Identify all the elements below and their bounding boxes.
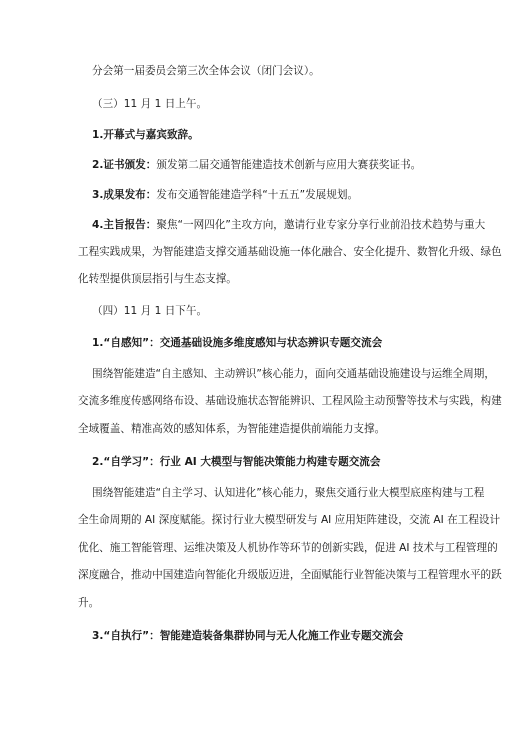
- text-line: 深度融合，推动中国建造向智能化升级版迈进，全面赋能行业智能决策与工程管理水平的跃: [78, 569, 502, 581]
- agenda-item: [92, 218, 485, 232]
- agenda-item-label: 2.证书颁发：: [92, 159, 157, 171]
- text-line: 全域覆盖、精准高效的感知体系，为智能建造提供前端能力支撑。: [78, 423, 386, 435]
- agenda-item-text: 颁发第二届交通智能建造技术创新与应用大赛获奖证书。: [156, 159, 422, 171]
- text-line: 围绕智能建造“自主感知、主动辨识”核心能力，面向交通基础设施建设与运维全周期，: [92, 368, 495, 380]
- text-line: 围绕智能建造“自主学习、认知进化”核心能力，聚焦交通行业大模型底座构建与工程: [92, 487, 485, 499]
- section-heading: （三）11 月 1 日上午。: [92, 98, 208, 110]
- agenda-item: [92, 158, 421, 172]
- section-heading: （四）11 月 1 日下午。: [92, 305, 208, 317]
- agenda-item: [92, 188, 358, 202]
- text-line: 分会第一届委员会第三次全体会议（闭门会议）。: [92, 65, 320, 77]
- subsection-heading: 2.“自学习”：行业 AI 大模型与智能决策能力构建专题交流会: [92, 456, 381, 468]
- text-line: 优化、施工智能管理、运维决策及人机协作等环节的创新实践，促进 AI 技术与工程管理的: [78, 542, 498, 554]
- agenda-item: 1.开幕式与嘉宾致辞。: [92, 129, 199, 141]
- agenda-item-label: 3.成果发布：: [92, 189, 157, 201]
- agenda-item-text: 发布交通智能建造学科“十五五”发展规划。: [156, 189, 359, 201]
- subsection-heading: 1.“自感知”：交通基础设施多维度感知与状态辨识专题交流会: [92, 337, 383, 349]
- agenda-item-label: 4.主旨报告：: [92, 219, 157, 231]
- text-line: 升。: [78, 597, 100, 609]
- text-line: 工程实践成果，为智能建造支撑交通基础设施一体化融合、安全化提升、数智化升级、绿色: [78, 246, 502, 258]
- subsection-heading: 3.“自执行”：智能建造装备集群协同与无人化施工作业专题交流会: [92, 630, 404, 642]
- agenda-item-text: 聚焦“一网四化”主攻方向，邀请行业专家分享行业前沿技术趋势与重大: [156, 219, 486, 231]
- text-line: 全生命周期的 AI 深度赋能。探讨行业大模型研发与 AI 应用矩阵建设，交流 AI 在工程设计: [78, 514, 501, 526]
- text-line: 交流多维度传感网络布设、基础设施状态智能辨识、工程风险主动预警等技术与实践，构建: [78, 395, 502, 407]
- text-line: 化转型提供顶层指引与生态支撑。: [78, 273, 237, 285]
